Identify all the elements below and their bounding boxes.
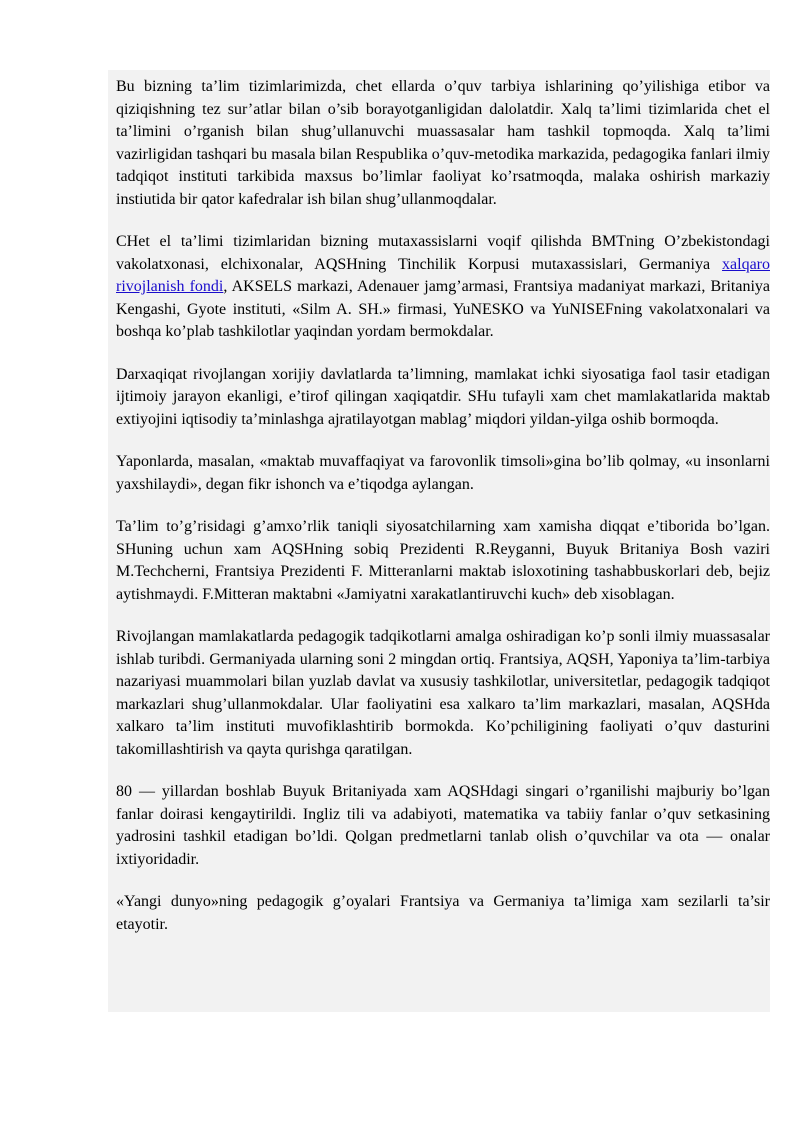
paragraph: «Yangi dunyo»ning pedagogik g’oyalari Frantsiya va Germaniya ta’limiga xam sezilarli ta’sir etayotir. — [116, 893, 770, 933]
paragraph: Yaponlarda, masalan, «maktab muvaffaqiyat va farovonlik timsoli»gina bo’lib qolmay, «u insonlarni yaxshilaydi», degan fikr ishonch va e’tiqodga aylangan. — [116, 453, 770, 493]
paragraph: Darxaqiqat rivojlangan xorijiy davlatlarda ta’limning, mamlakat ichki siyosatiga faol tasir etadigan ijtimoiy jarayon ekanligi, e’tirof qilingan xaqiqatdir. SHu tufayli xam chet mamlakatlarida maktab extiyojini iqtisodiy ta’minlashga ajratilayotgan mablag’ miqdori yildan-yilga oshib bormoqda. — [116, 365, 770, 428]
paragraph: Ta’lim to’g’risidagi g’amxo’rlik taniqli siyosatchilarning xam xamisha diqqat e’tiborida bo’lgan. SHuning uchun xam AQSHning sobiq Prezidenti R.Reyganni, Buyuk Britaniya Bosh vaziri M.Techcherni, Frantsiya Prezidenti F. Mitteranlarni maktab isloxotining tashabbuskorlari deb, bejiz aytishmaydi. F.Mitteran maktabni «Jamiyatni xarakatlantiruvchi kuch» deb xisoblagan. — [116, 518, 770, 603]
paragraph-text: , AKSELS markazi, Adenauer jamg’armasi, Frantsiya madaniyat markazi, Britaniya Kengashi, Gyote instituti, «Silm A. SH.» firmasi, YuNESKO va YuNISEFning vakolatxonalari va boshqa ko’plab tashkilotlar yaqindan yordam bermokdalar. — [116, 278, 770, 340]
paragraph: 80 — yillardan boshlab Buyuk Britaniyada xam AQSHdagi singari o’rganilishi majburiy bo’lgan fanlar doirasi kengaytirildi. Ingliz tili va adabiyoti, matematika va tabiiy fanlar o’quv setkasining yadrosini tashkil etadigan bo’ldi. Qolgan predmetlarni tanlab olish o’quvchilar va ota — onalar ixtiyoridadir. — [116, 783, 770, 868]
paragraph-text: CHet el ta’limi tizimlaridan bizning mutaxassislarni voqif qilishda BMTning O’zbekistondagi vakolatxonasi, elchixonalar, AQSHning Tinchilik Korpusi mutaxassislari, Germaniya — [116, 233, 770, 273]
document-body — [116, 76, 770, 956]
paragraph-with-link — [116, 231, 770, 344]
paragraph: Bu bizning ta’lim tizimlarimizda, chet ellarda o’quv tarbiya ishlarining qo’yilishiga etibor va qiziqishning tez sur’atlar bilan o’sib borayotganligidan dalolatdir. Xalq ta’limi tizimlarida chet el ta’limini o’rganish bilan shug’ullanuvchi muassasalar ham tashkil topmoqda. Xalq ta’limi vazirligidan tashqari bu masala bilan Respublika o’quv-metodika markazida, pedagogika fanlari ilmiy tadqiqot instituti tarkibida maxsus bo’limlar faoliyat ko’rsatmoqda, malaka oshirish markaziy instiutida bir qator kafedralar ish bilan shug’ullanmoqdalar. — [116, 78, 770, 208]
paragraph: Rivojlangan mamlakatlarda pedagogik tadqikotlarni amalga oshiradigan ko’p sonli ilmiy muassasalar ishlab turibdi. Germaniyada ularning soni 2 mingdan ortiq. Frantsiya, AQSH, Yaponiya ta’lim-tarbiya nazariyasi muammolari bilan yuzlab davlat va xususiy tashkilotlar, universitetlar, pedagogik tadqiqot markazlari shug’ullanmokdalar. Ular faoliyatini esa xalkaro ta’lim markazlari, masalan, AQSHda xalkaro ta’lim instituti muvofiklashtirib bormokda. Ko’pchiligining faoliyati o’quv dasturini takomillashtirish va qayta qurishga qaratilgan. — [116, 628, 770, 758]
fund-link[interactable]: xalqaro rivojlanish fondi — [116, 255, 770, 295]
